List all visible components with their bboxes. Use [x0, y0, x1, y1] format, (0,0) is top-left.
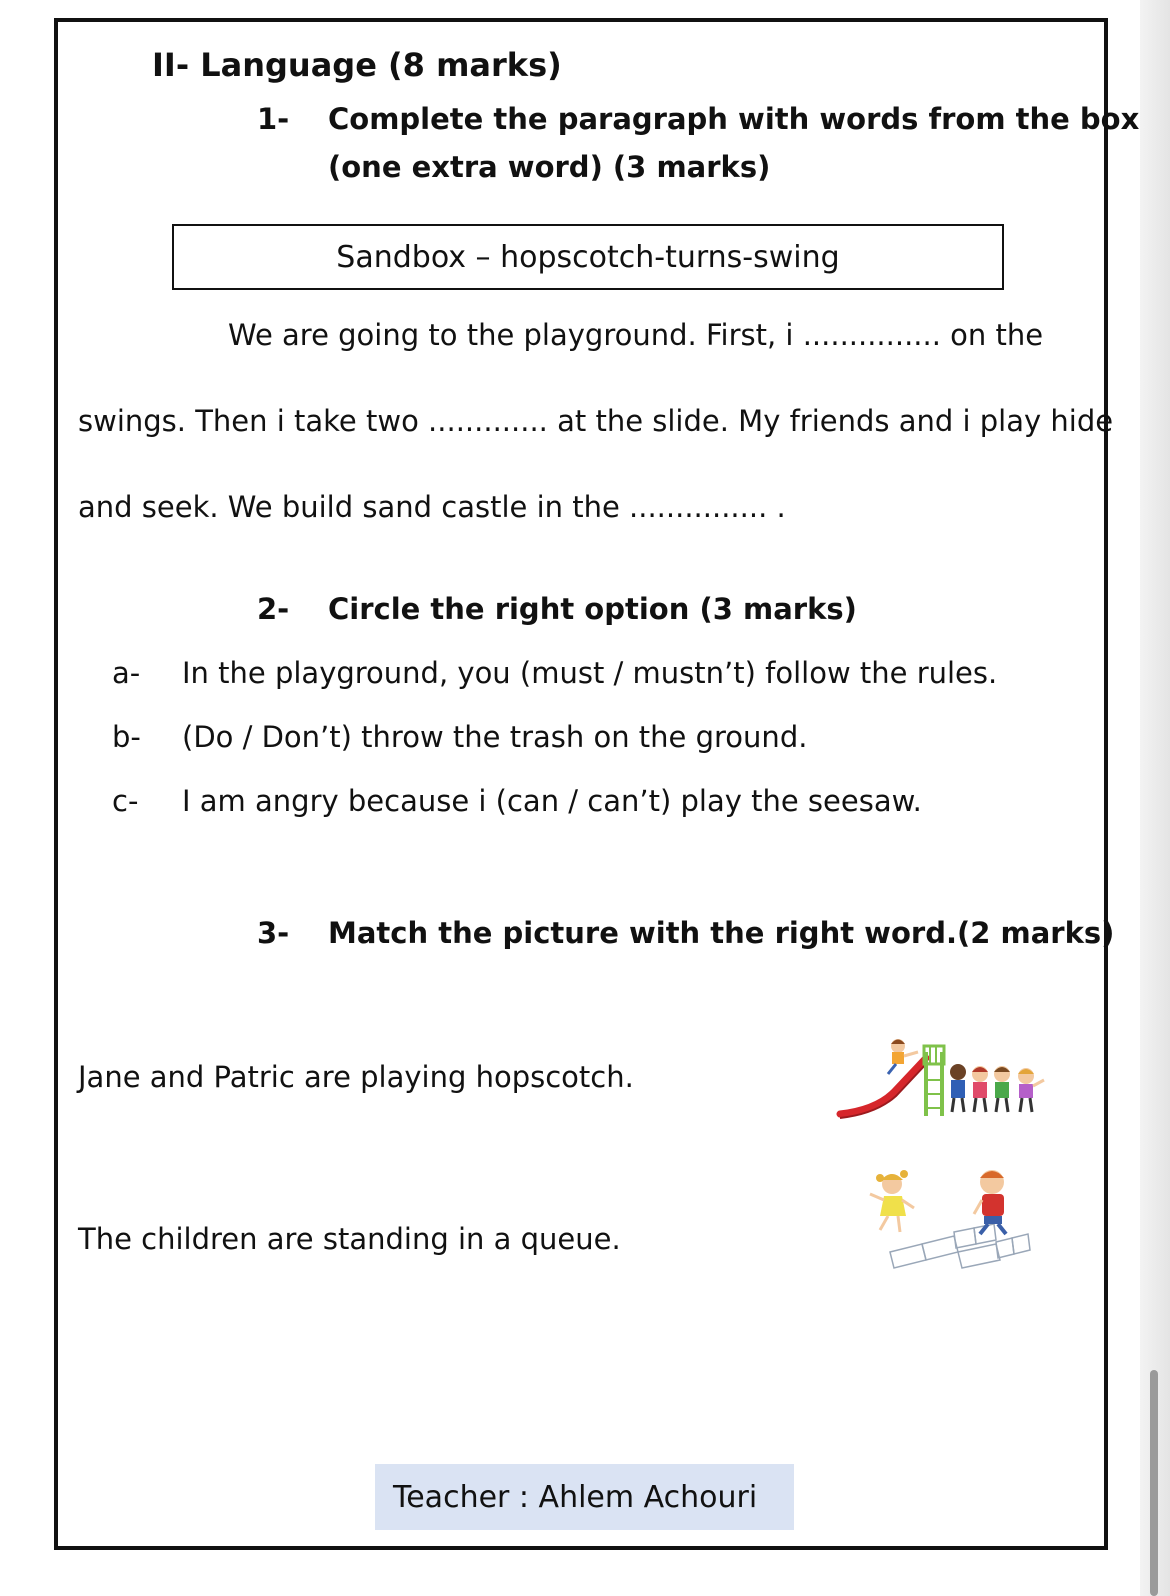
q3-instruction: Match the picture with the right word.(2 marks) [328, 916, 1115, 950]
q2-item-b-letter: b- [112, 720, 141, 754]
match-sentence-2: The children are standing in a queue. [78, 1222, 621, 1256]
scrollbar-thumb[interactable] [1150, 1370, 1158, 1596]
q1-instruction-line2: (one extra word) (3 marks) [328, 150, 771, 184]
q3-number: 3- [257, 916, 290, 950]
q2-item-a-text: In the playground, you (must / mustn’t) follow the rules. [182, 656, 998, 690]
q2-item-c-text: I am angry because i (can / can’t) play the seesaw. [182, 784, 922, 818]
q2-item-c-letter: c- [112, 784, 139, 818]
paragraph-line-1: We are going to the playground. First, i ............... on the [228, 318, 1044, 352]
hopscotch-picture [862, 1160, 1042, 1280]
match-sentence-1: Jane and Patric are playing hopscotch. [78, 1060, 634, 1094]
page-edge-shadow [1140, 0, 1170, 1596]
paragraph-line-3: and seek. We build sand castle in the ............... . [78, 490, 786, 524]
section-title: II- Language (8 marks) [152, 46, 562, 84]
queue-slide-picture [836, 1032, 1056, 1122]
teacher-label [375, 1464, 794, 1530]
word-box [172, 224, 1004, 290]
word-box-text: Sandbox – hopscotch-turns-swing [336, 239, 840, 275]
q2-number: 2- [257, 592, 290, 626]
q2-instruction: Circle the right option (3 marks) [328, 592, 857, 626]
paragraph-line-2: swings. Then i take two ............. at the slide. My friends and i play hide [78, 404, 1114, 438]
q2-item-b-text: (Do / Don’t) throw the trash on the ground. [182, 720, 808, 754]
q2-item-a-letter: a- [112, 656, 141, 690]
q1-number: 1- [257, 102, 290, 136]
teacher-name: Teacher : Ahlem Achouri [393, 1479, 758, 1515]
q1-instruction-line1: Complete the paragraph with words from the box [328, 102, 1140, 136]
